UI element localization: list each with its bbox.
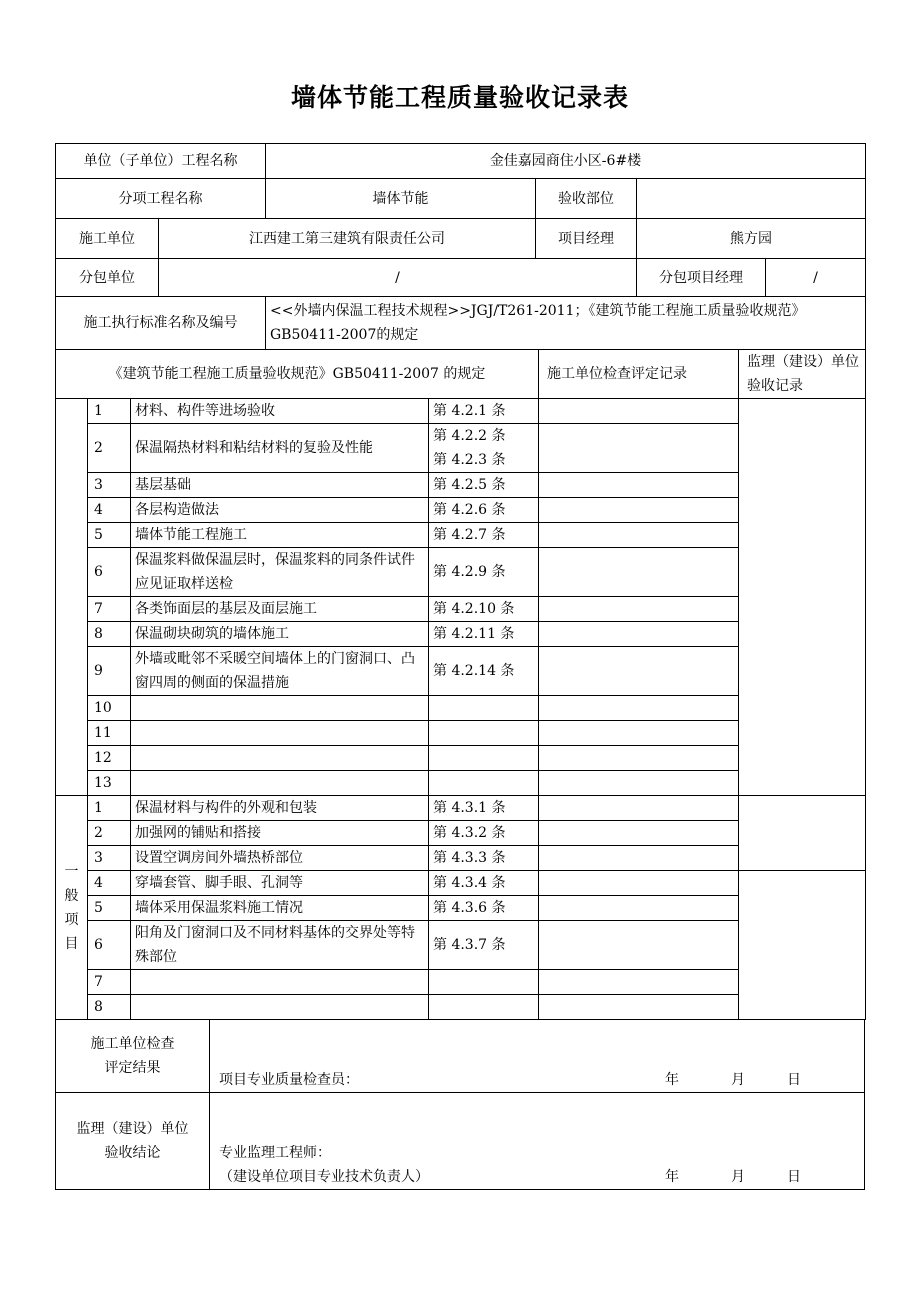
check-record-cell[interactable] [539,424,739,473]
item-no: 6 [88,548,131,597]
sub-pm-value: / [766,259,866,297]
sub-pm-label: 分包项目经理 [637,259,766,297]
supervision-conclusion-label-line1: 监理（建设）单位 [76,1121,189,1137]
subitem-value: 墙体节能 [266,179,536,219]
item-no: 5 [88,523,131,548]
item-no: 4 [88,871,131,896]
check-record-cell[interactable] [539,995,739,1020]
item-clause: 第 4.3.1 条 [429,796,539,821]
acceptance-sheet [55,143,865,1190]
item-content [131,771,429,796]
item-clause: 第 4.2.11 条 [429,622,539,647]
contractor-result-label [56,1020,210,1092]
col-spec-header: 《建筑节能工程施工质量验收规范》GB50411-2007 的规定 [56,350,539,399]
item-content: 外墙或毗邻不采暖空间墙体上的门窗洞口、凸窗四周的侧面的保温措施 [131,647,429,696]
contractor-label: 施工单位 [56,219,159,259]
item-no: 6 [88,921,131,970]
check-year: 年 [665,1072,679,1088]
page-title: 墙体节能工程质量验收记录表 [290,83,629,112]
item-clause [429,995,539,1020]
supervision-record-cell[interactable] [739,796,866,871]
item-clause: 第 4.2.6 条 [429,498,539,523]
table-row [56,871,866,896]
supervision-conclusion-label-line2: 验收结论 [104,1145,161,1161]
item-no: 2 [88,424,131,473]
check-day: 日 [787,1072,801,1088]
item-content: 墙体采用保温浆料施工情况 [131,896,429,921]
subcontractor-label: 分包单位 [56,259,159,297]
quality-inspector-signer: 项目专业质量检查员： [219,1072,359,1088]
item-clause: 第 4.2.2 条 第 4.2.3 条 [429,424,539,473]
check-record-cell[interactable] [539,746,739,771]
item-content: 材料、构件等进场验收 [131,399,429,424]
check-record-cell[interactable] [539,696,739,721]
item-no: 2 [88,821,131,846]
check-record-cell[interactable] [539,622,739,647]
item-no: 4 [88,498,131,523]
check-record-cell[interactable] [539,399,739,424]
sup-year: 年 [665,1169,679,1185]
item-content: 加强网的铺贴和搭接 [131,821,429,846]
supervision-engineer-signer: 专业监理工程师： [219,1145,331,1161]
subitem-label: 分项工程名称 [56,179,266,219]
item-no: 3 [88,473,131,498]
check-record-cell[interactable] [539,796,739,821]
supervision-conclusion-box [55,1093,865,1190]
item-no: 1 [88,399,131,424]
item-content: 基层基础 [131,473,429,498]
item-clause: 第 4.2.7 条 [429,523,539,548]
col-check-header: 施工单位检查评定记录 [539,350,739,399]
item-clause: 第 4.3.3 条 [429,846,539,871]
item-content: 保温隔热材料和粘结材料的复验及性能 [131,424,429,473]
check-record-cell[interactable] [539,473,739,498]
item-clause: 第 4.3.4 条 [429,871,539,896]
item-no: 10 [88,696,131,721]
subcontractor-value: / [159,259,637,297]
item-content: 保温砌块砌筑的墙体施工 [131,622,429,647]
check-record-cell[interactable] [539,771,739,796]
item-content [131,995,429,1020]
check-record-cell[interactable] [539,896,739,921]
item-clause [429,746,539,771]
check-record-cell[interactable] [539,821,739,846]
col-supervision-header: 监理（建设）单位验收记录 [739,350,866,399]
item-clause: 第 4.2.5 条 [429,473,539,498]
item-clause: 第 4.3.6 条 [429,896,539,921]
check-record-cell[interactable] [539,721,739,746]
item-no: 3 [88,846,131,871]
item-content: 保温浆料做保温层时，保温浆料的同条件试件应见证取样送检 [131,548,429,597]
check-record-cell[interactable] [539,970,739,995]
supervision-record-cell[interactable] [739,871,866,1020]
item-content: 墙体节能工程施工 [131,523,429,548]
group-label: 一般项目 [64,863,79,952]
main-items-body [56,399,866,796]
supervision-record-cell[interactable] [739,399,866,796]
item-content: 保温材料与构件的外观和包装 [131,796,429,821]
item-content [131,970,429,995]
item-clause [429,721,539,746]
standard-value: <<外墙内保温工程技术规程>>JGJ/T261-2011；《建筑节能工程施工质量验收规范》GB50411-2007的规定 [266,297,866,350]
table-row [56,796,866,821]
check-month: 月 [731,1072,745,1088]
check-record-cell[interactable] [539,597,739,622]
pm-value: 熊方园 [637,219,866,259]
item-content: 穿墙套管、脚手眼、孔洞等 [131,871,429,896]
check-record-cell[interactable] [539,498,739,523]
check-record-cell[interactable] [539,647,739,696]
check-record-cell[interactable] [539,871,739,896]
item-clause: 第 4.2.14 条 [429,647,539,696]
pm-label: 项目经理 [536,219,637,259]
contractor-result-box [55,1020,865,1093]
table-row [56,399,866,424]
item-no: 13 [88,771,131,796]
item-no: 7 [88,597,131,622]
check-record-cell[interactable] [539,846,739,871]
general-items-body [56,796,866,1020]
item-content: 各类饰面层的基层及面层施工 [131,597,429,622]
standard-label: 施工执行标准名称及编号 [56,297,266,350]
item-clause [429,771,539,796]
check-record-cell[interactable] [539,548,739,597]
item-no: 12 [88,746,131,771]
general-items-group [56,796,88,1020]
part-value [637,179,866,219]
contractor-result-label-line1: 施工单位检查 [90,1036,175,1052]
item-no: 7 [88,970,131,995]
item-content: 设置空调房间外墙热桥部位 [131,846,429,871]
item-clause [429,696,539,721]
header-table [55,143,866,350]
item-no: 5 [88,896,131,921]
items-table [55,349,866,1020]
item-clause: 第 4.2.10 条 [429,597,539,622]
check-record-cell[interactable] [539,523,739,548]
item-no: 1 [88,796,131,821]
part-label: 验收部位 [536,179,637,219]
item-content [131,696,429,721]
main-items-group [56,399,88,796]
item-clause [429,970,539,995]
item-content [131,721,429,746]
item-no: 8 [88,622,131,647]
item-no: 11 [88,721,131,746]
supervision-conclusion-label [56,1093,210,1189]
item-clause: 第 4.3.2 条 [429,821,539,846]
item-content: 各层构造做法 [131,498,429,523]
item-clause: 第 4.3.7 条 [429,921,539,970]
item-no: 9 [88,647,131,696]
unit-label: 单位（子单位）工程名称 [56,144,266,179]
item-content [131,746,429,771]
sup-month: 月 [731,1169,745,1185]
unit-value: 金佳嘉园商住小区-6#楼 [266,144,866,179]
owner-tech-lead-signer: （建设单位项目专业技术负责人） [219,1169,429,1185]
item-no: 8 [88,995,131,1020]
item-clause: 第 4.2.1 条 [429,399,539,424]
check-record-cell[interactable] [539,921,739,970]
item-clause: 第 4.2.9 条 [429,548,539,597]
sup-day: 日 [787,1169,801,1185]
item-content: 阳角及门窗洞口及不同材料基体的交界处等特殊部位 [131,921,429,970]
contractor-result-label-line2: 评定结果 [104,1060,161,1076]
contractor-value: 江西建工第三建筑有限责任公司 [159,219,536,259]
